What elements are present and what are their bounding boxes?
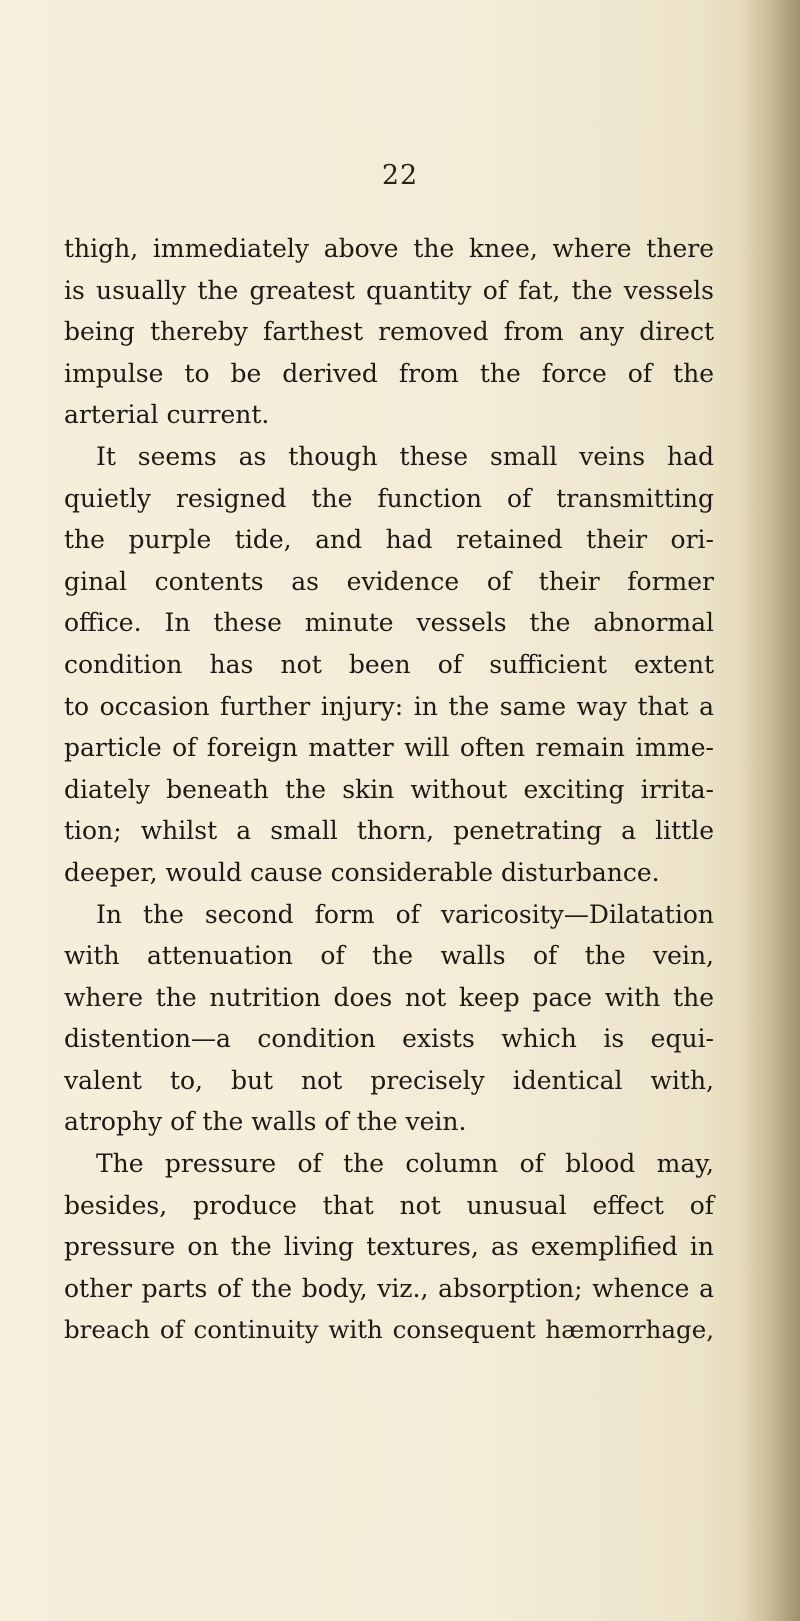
- body-text: [64, 228, 714, 1351]
- text-line: condition has not been of sufficient extent: [64, 649, 714, 679]
- page-edge-shadow: [740, 0, 800, 1621]
- text-line: being thereby farthest removed from any direct: [64, 317, 714, 347]
- text-line: diately beneath the skin without exciting irrita-: [64, 774, 714, 804]
- text-line: arterial current.: [64, 400, 270, 430]
- text-line: In the second form of varicosity—Dilatation: [96, 899, 714, 929]
- text-line: quietly resigned the function of transmitting: [64, 483, 714, 513]
- text-line: breach of continuity with consequent hæmorrhage,: [64, 1315, 714, 1345]
- text-line: atrophy of the walls of the vein.: [64, 1107, 467, 1137]
- text-line: is usually the greatest quantity of fat, the vessels: [64, 275, 714, 305]
- text-line: tion; whilst a small thorn, penetrating a little: [64, 816, 714, 846]
- text-line: distention—a condition exists which is equi-: [64, 1024, 714, 1054]
- text-line: with attenuation of the walls of the vein,: [64, 941, 714, 971]
- text-line: to occasion further injury: in the same way that a: [64, 691, 714, 721]
- text-line: pressure on the living textures, as exemplified in: [64, 1232, 714, 1262]
- page-number: 22: [381, 160, 419, 191]
- text-line: other parts of the body, viz., absorption; whence a: [64, 1273, 714, 1303]
- text-line: particle of foreign matter will often remain imme-: [64, 733, 714, 763]
- text-line: office. In these minute vessels the abnormal: [64, 608, 714, 638]
- text-line: valent to, but not precisely identical with,: [64, 1065, 714, 1095]
- text-line: deeper, would cause considerable disturbance.: [64, 857, 660, 887]
- text-line: where the nutrition does not keep pace with the: [64, 982, 714, 1012]
- text-line: the purple tide, and had retained their ori-: [64, 525, 714, 555]
- text-line: impulse to be derived from the force of the: [64, 358, 714, 388]
- text-line: It seems as though these small veins had: [96, 441, 714, 471]
- text-line: thigh, immediately above the knee, where there: [64, 234, 714, 263]
- text-line: ginal contents as evidence of their former: [64, 566, 714, 596]
- text-line: The pressure of the column of blood may,: [96, 1149, 714, 1179]
- text-line: besides, produce that not unusual effect of: [64, 1190, 714, 1220]
